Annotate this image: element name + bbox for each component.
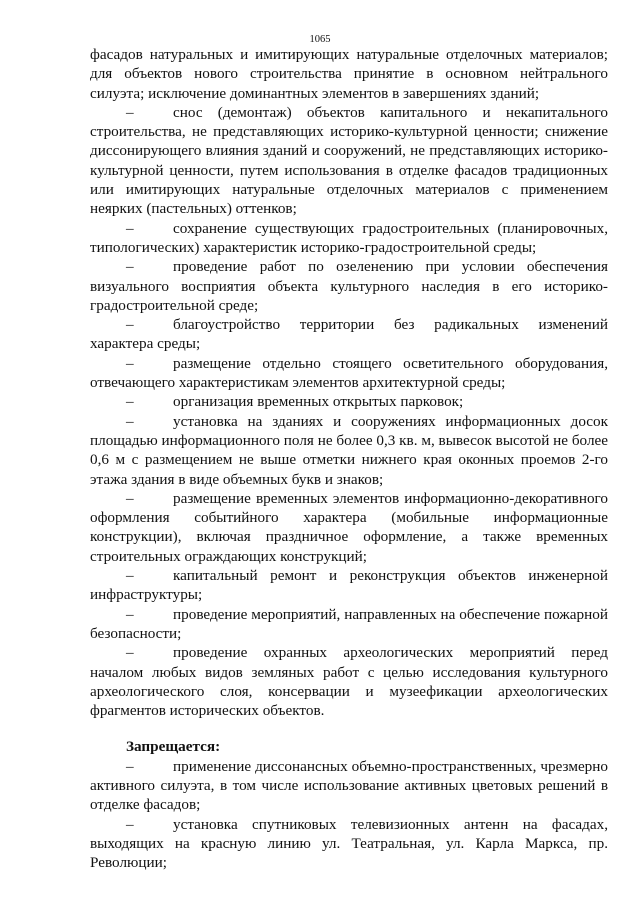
- prohibited-list: [90, 757, 608, 873]
- list-item-text: проведение мероприятий, направленных на обеспечение пожарной безопасности;: [90, 605, 608, 642]
- list-item: [90, 354, 608, 393]
- permitted-list: [90, 103, 608, 721]
- list-item-text: размещение временных элементов информационно-декоративного оформления событийного характера (мобильные информационные конструкции), включая праздничное оформление, а также временных строительных ограждающих конструкций;: [90, 489, 608, 565]
- dash-marker: –: [126, 644, 134, 662]
- dash-marker: –: [126, 219, 134, 237]
- dash-marker: –: [126, 354, 134, 372]
- list-item-text: капитальный ремонт и реконструкция объектов инженерной инфраструктуры;: [90, 567, 608, 604]
- list-item-text: применение диссонансных объемно-пространственных, чрезмерно активного силуэта, в том числе использование активных цветовых решений в отделке фасадов;: [90, 757, 608, 814]
- list-item: [90, 412, 608, 489]
- list-item-text: установка спутниковых телевизионных антенн на фасадах, выходящих на красную линию ул. Театральная, ул. Карла Маркса, пр. Революции;: [90, 815, 608, 872]
- page-number: 1065: [309, 34, 331, 45]
- dash-marker: –: [126, 757, 134, 775]
- list-item-text: сохранение существующих градостроительных (планировочных, типологических) характеристик историко-градостроительной среды;: [90, 219, 608, 256]
- list-item: [90, 103, 608, 219]
- document-body: [90, 45, 608, 872]
- dash-marker: –: [126, 567, 134, 585]
- dash-marker: –: [126, 393, 134, 411]
- dash-marker: –: [126, 605, 134, 623]
- dash-marker: –: [126, 103, 134, 121]
- list-item: [90, 605, 608, 644]
- list-item: [90, 643, 608, 720]
- prohibited-heading: Запрещается:: [126, 738, 221, 756]
- dash-marker: –: [126, 258, 134, 276]
- list-item-text: организация временных открытых парковок;: [173, 393, 464, 411]
- list-item: [90, 315, 608, 354]
- list-item: [90, 815, 608, 873]
- list-item-text: размещение отдельно стоящего осветительного оборудования, отвечающего характеристикам элементов архитектурной среды;: [90, 354, 608, 392]
- dash-marker: –: [126, 489, 134, 507]
- list-item: [90, 257, 608, 315]
- list-item: [90, 489, 608, 566]
- list-item-text: проведение охранных археологических мероприятий перед началом любых видов земляных работ с целью исследования культурного археологического слоя, консервации и музеефикации археологических фрагментов исторических объектов.: [90, 644, 608, 720]
- list-item: [90, 392, 608, 411]
- dash-marker: –: [126, 316, 134, 334]
- list-item-text: благоустройство территории без радикальных изменений характера среды;: [90, 316, 608, 353]
- dash-marker: –: [126, 412, 134, 430]
- dash-marker: –: [126, 815, 134, 833]
- intro-paragraph: фасадов натуральных и имитирующих натуральные отделочных материалов; для объектов нового строительства принятие в основном нейтрального силуэта; исключение доминантных элементов в завершениях зданий;: [90, 46, 608, 102]
- list-item: [90, 219, 608, 258]
- list-item-text: проведение работ по озеленению при условии обеспечения визуального восприятия объекта культурного наследия в его историко-градостроительной среде;: [90, 258, 608, 314]
- list-item: [90, 757, 608, 815]
- list-item-text: снос (демонтаж) объектов капитального и некапитального строительства, не представляющих историко-культурной ценности; снижение диссонирующего влияния зданий и сооружений, не представляющих историко-культурной ценности, путем использования в отделке фасадов традиционных или имитирующих натуральные отделочных материалов с применением неярких (пастельных) оттенков;: [90, 103, 608, 218]
- list-item: [90, 566, 608, 605]
- list-item-text: установка на зданиях и сооружениях информационных досок площадью информационного поля не более 0,3 кв. м, вывесок высотой не более 0,6 м с размещением не выше отметки нижнего края оконных проемов 2-го этажа здания в виде объемных букв и знаков;: [90, 412, 608, 488]
